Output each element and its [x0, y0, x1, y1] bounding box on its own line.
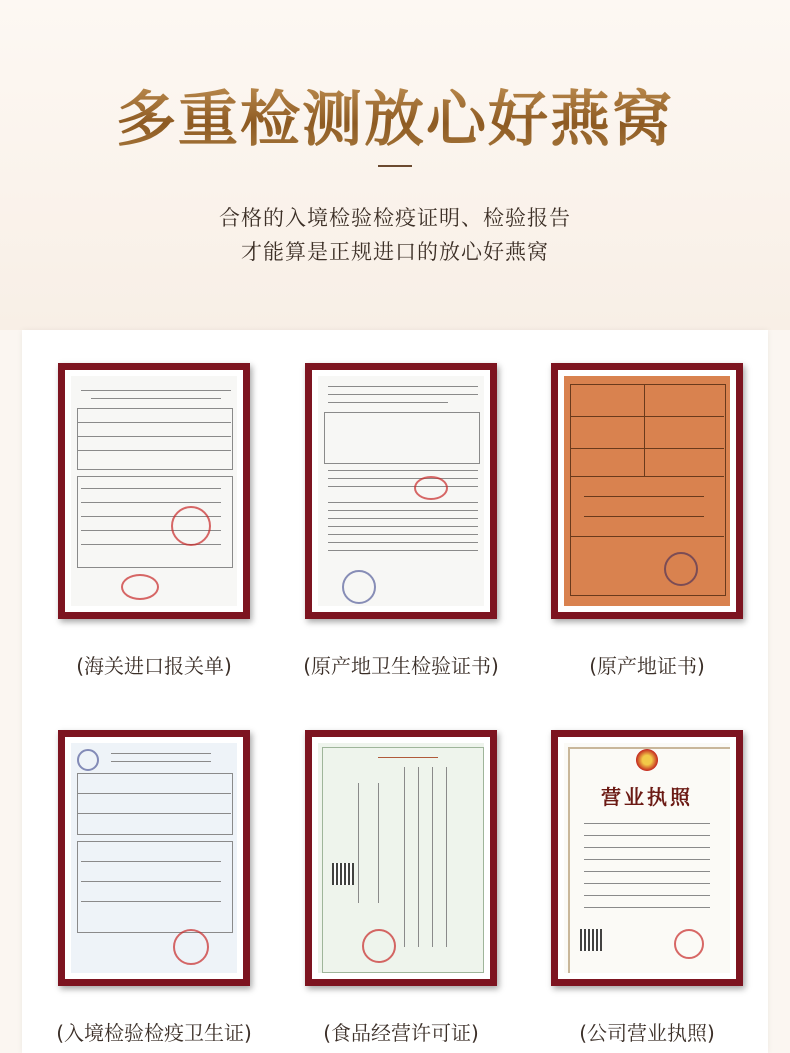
health-certificate-image — [305, 363, 497, 619]
caption-health-certificate: (原产地卫生检验证书) — [303, 654, 499, 678]
page-title: 多重检测放心好燕窝 — [0, 72, 790, 158]
header — [0, 0, 790, 330]
caption-origin-certificate: (原产地证书) — [589, 654, 705, 678]
customs-declaration-image — [58, 363, 250, 619]
business-license-title: 营业执照 — [601, 785, 693, 809]
caption-entry-health-certificate: (入境检验检疫卫生证) — [56, 1021, 252, 1045]
caption-customs-declaration: (海关进口报关单) — [76, 654, 232, 678]
origin-certificate-image — [551, 363, 743, 619]
food-license-image — [305, 730, 497, 986]
business-license-image — [551, 730, 743, 986]
caption-food-license: (食品经营许可证) — [323, 1021, 479, 1045]
entry-health-certificate-image — [58, 730, 250, 986]
caption-business-license: (公司营业执照) — [579, 1021, 715, 1045]
subtitle-line-2: 才能算是正规进口的放心好燕窝 — [241, 240, 549, 264]
national-emblem-icon — [636, 749, 658, 771]
subtitle-line-1: 合格的入境检验检疫证明、检验报告 — [219, 206, 571, 230]
title-divider — [378, 165, 412, 167]
